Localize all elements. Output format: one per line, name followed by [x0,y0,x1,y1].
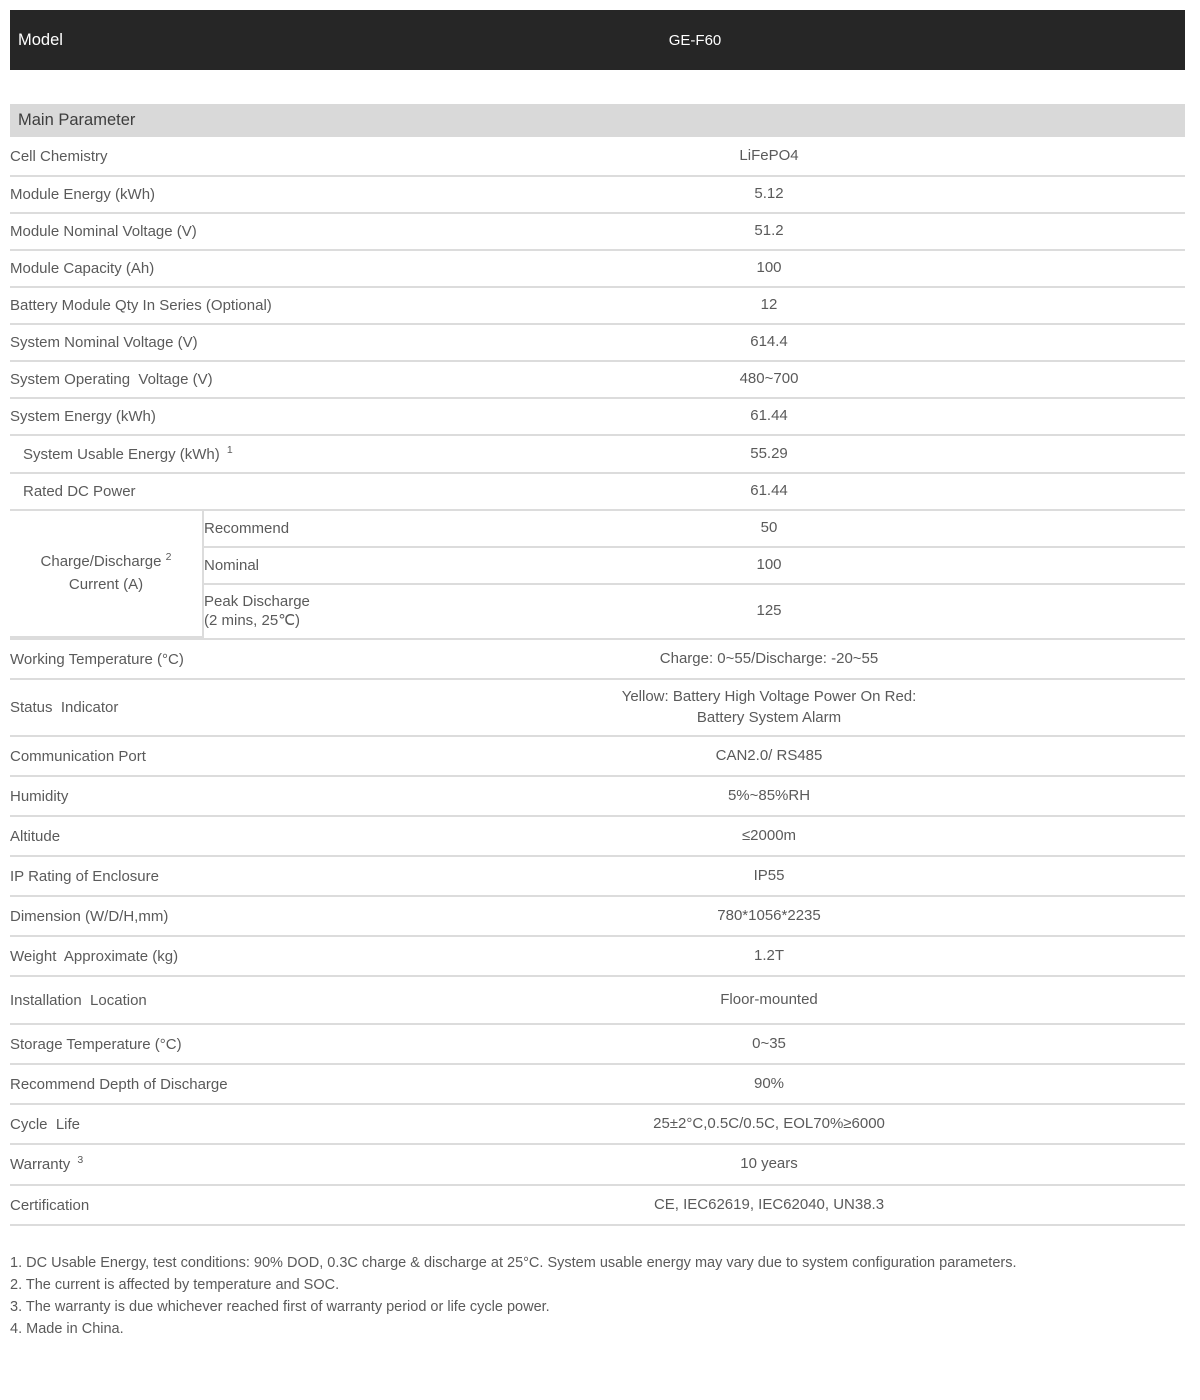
spec-row-value: LiFePO4 [353,137,1185,176]
spec-row-value: 780*1056*2235 [353,896,1185,936]
spec-row-label [10,1144,353,1185]
spec-row-label [10,287,353,324]
spec-row-value: 480~700 [353,361,1185,398]
spec-row-value: 614.4 [353,324,1185,361]
spec-row-label-text: Weight Approximate (kg) [10,947,179,965]
spec-row-label-text: Module Capacity (Ah) [10,260,155,277]
footnote-marker: 2 [165,551,172,563]
spec-row-label-text: Dimension (W/D/H,mm) [10,907,169,925]
table-row [10,639,1185,679]
spec-row-label-text: Recommend Depth of Discharge [10,1075,228,1093]
spec-row-label [10,213,353,250]
footnote-marker: 1 [223,443,233,456]
spec-row-label-text: Storage Temperature (°C) [10,1035,182,1053]
charge-discharge-label-line1: Charge/Discharge [40,553,162,570]
spec-row-label-text: Rated DC Power [23,483,136,500]
spec-row-value: 0~35 [353,1024,1185,1064]
table-row [10,936,1185,976]
charge-discharge-label [10,510,203,637]
charge-discharge-value: 50 [353,510,1185,547]
spec-row-label-text: Status Indicator [10,699,119,716]
spec-table-body [10,137,1185,1225]
table-row [10,1185,1185,1225]
charge-discharge-sub-label [203,510,353,547]
table-row [10,361,1185,398]
table-row [10,976,1185,1024]
charge-discharge-sub-label [203,547,353,584]
spec-row-label [10,398,353,435]
spec-row-value: 10 years [353,1144,1185,1185]
spec-row-value: 12 [353,287,1185,324]
spec-row-value: 5.12 [353,176,1185,213]
table-row [10,398,1185,435]
table-row [10,213,1185,250]
spec-row-label [10,639,353,679]
table-row [10,473,1185,510]
spec-row-label-text: System Operating Voltage (V) [10,371,213,388]
spec-row-label [10,176,353,213]
spec-row-value: 61.44 [353,473,1185,510]
footnote-line: 3. The warranty is due whichever reached first of warranty period or life cycle power. [10,1299,550,1316]
spec-row-value: 55.29 [353,435,1185,473]
spec-row-value: IP55 [353,856,1185,896]
table-row [10,856,1185,896]
spec-row-label [10,1064,353,1104]
spec-row-label [10,856,353,896]
footnote-line: 1. DC Usable Energy, test conditions: 90% DOD, 0.3C charge & discharge at 25°C. System usable energy may vary due to system configuration parameters. [10,1255,1017,1271]
spec-row-label [10,137,353,176]
spec-row-value: 5%~85%RH [353,776,1185,816]
spec-row-label [10,679,353,736]
spec-row-label-text: IP Rating of Enclosure [10,867,159,885]
spec-row-value: 25±2°C,0.5C/0.5C, EOL70%≥6000 [353,1104,1185,1144]
spec-row-label [10,250,353,287]
charge-discharge-sub-label [203,584,353,637]
charge-discharge-value: 125 [756,601,782,619]
table-row [10,776,1185,816]
spec-row-value: 100 [353,250,1185,287]
charge-discharge-value: 100 [353,547,1185,584]
spec-row-label [10,1024,353,1064]
spec-row-label-text: Installation Location [10,991,147,1009]
spec-row-label [10,1104,353,1144]
spec-row-label [10,936,353,976]
spec-row-value: 51.2 [353,213,1185,250]
spec-row-label-text: System Nominal Voltage (V) [10,334,198,351]
table-row [10,1064,1185,1104]
spec-row-value: ≤2000m [353,816,1185,856]
charge-discharge-sub-label-line2: (2 mins, 25℃) [204,612,301,629]
spec-row-label [10,736,353,776]
charge-discharge-sub-label-text: Nominal [204,556,260,574]
table-row [10,137,1185,176]
specifications-table [10,137,1185,1226]
table-row [10,250,1185,287]
spec-row-value: Floor-mounted [353,976,1185,1024]
spec-row-label-text: Certification [10,1196,90,1214]
footnote-line: 4. Made in China. [10,1321,124,1338]
spec-row-label-text: System Usable Energy (kWh) [23,445,220,463]
table-row [10,679,1185,736]
table-row [10,896,1185,936]
spec-row-label-text: Working Temperature (°C) [10,650,184,668]
spec-row-label-text: Warranty [10,1156,71,1173]
table-row [10,435,1185,473]
spec-row-label-text: Battery Module Qty In Series (Optional) [10,297,272,314]
model-label: Model [18,30,63,49]
spec-row-label-text: Module Energy (kWh) [10,186,156,203]
spec-row-value: Yellow: Battery High Voltage Power On Red: Battery System Alarm [353,679,1185,736]
footnote-line: 2. The current is affected by temperature and SOC. [10,1277,340,1294]
spec-row-label [10,776,353,816]
spec-row-label [10,361,353,398]
model-value: GE-F60 [668,31,722,49]
section-title: Main Parameter [18,111,136,129]
spec-row-label-text: Communication Port [10,747,146,765]
spec-row-label-text: Cycle Life [10,1115,81,1133]
footnote-marker: 3 [74,1154,84,1166]
charge-discharge-sub-label-text: Peak Discharge [204,592,310,610]
spec-row-value: CE, IEC62619, IEC62040, UN38.3 [353,1185,1185,1225]
charge-discharge-sub-label-text: Recommend [204,519,290,537]
table-row [10,816,1185,856]
spec-row-value: CAN2.0/ RS485 [353,736,1185,776]
spec-row-label-text: Altitude [10,827,61,845]
spec-row-label-text: Cell Chemistry [10,147,108,165]
spec-row-label [10,976,353,1024]
spec-row-label [10,435,353,473]
spec-row-label [10,816,353,856]
section-header-main-parameter [10,104,1185,137]
footnotes [10,1252,1190,1340]
spec-row-label [10,324,353,361]
spec-row-value: Charge: 0~55/Discharge: -20~55 [353,639,1185,679]
spec-row-label [10,1185,353,1225]
spec-row-value: 1.2T [353,936,1185,976]
spec-row-label-text: Humidity [10,787,69,805]
table-row [10,324,1185,361]
charge-discharge-label-line2: Current (A) [68,575,144,593]
table-row [10,176,1185,213]
table-row [10,287,1185,324]
model-header-band [10,10,1185,70]
spec-row-value: 61.44 [353,398,1185,435]
spec-row-value: 90% [353,1064,1185,1104]
table-row [10,736,1185,776]
spec-row-label [10,473,353,510]
table-row [10,510,1185,547]
spec-row-label [10,896,353,936]
spec-row-label-text: System Energy (kWh) [10,408,156,425]
spec-row-label-text: Module Nominal Voltage (V) [10,223,197,240]
table-row [10,1104,1185,1144]
table-row [10,1024,1185,1064]
table-row [10,1144,1185,1185]
